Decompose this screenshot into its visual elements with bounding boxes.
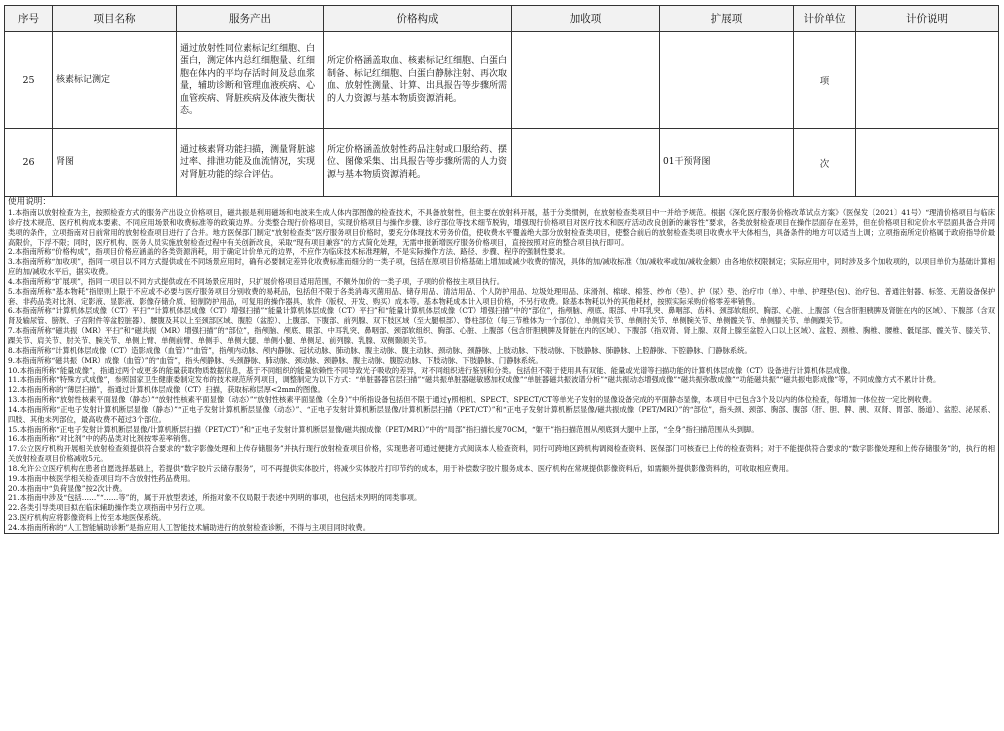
pricing-sheet xyxy=(4,5,998,727)
row-unit: 项 xyxy=(794,32,856,129)
row-unit: 次 xyxy=(794,129,856,197)
note-item: 24.本指南所称的“人工智能辅助诊断”是指应用人工智能技术辅助进行的放射检查诊断，不得与主项目同时收费。 xyxy=(8,523,371,532)
note-item: 23.医疗机构应将影像资料上传至本地医保系统。 xyxy=(8,513,166,523)
note-item: 13.本指南所称“放射性核素平面显像（静态）”“放射性核素平面显像（动态）”“放射性核素平面显像（全身）”中所指设备包括但不限于通过γ照相机、SPECT、SPECT/CT等单光子发射的显像设备完成的平面静态显像，本项目中已包含3个及以内的体位检查，每增加一体位按一定比例收费。 xyxy=(8,395,937,405)
note-item: 20.本指南中“负荷显像”按2次计费。 xyxy=(8,483,127,493)
note-item: 9.本指南所称“磁共振（MR）成像（血管）”的“血管”，指头颅静脉、头颈静脉、肺动脉、颈动脉、颈静脉、腹主动脉、腹腔动脉、下肢动脉、下肢静脉、门静脉系统。 xyxy=(8,355,543,365)
row-desc xyxy=(856,129,999,197)
row-price: 所定价格涵盖放射性药品注射或口服给药、摆位、图像采集、出具报告等步骤所需的人力资源与基本物质资源消耗。 xyxy=(324,129,512,197)
note-item: 21.本指南中涉及“包括……”“……等”的，属于开放型表述，所指对象不仅局限于表述中列明的事项，也包括未列明的同类事项。 xyxy=(8,493,422,503)
row-no: 26 xyxy=(5,129,53,197)
table-row xyxy=(5,129,999,197)
note-item: 1.本指南以放射检查为主，按照检查方式的服务产出设立价格项目，磁共振是利用磁场和电波来生成人体内部图像的检查技术，不具备放射性，但主要在放射科开展，基于分类惯例，在放射检查类项目中一并给予规范。根据《深化医疗服务价格改革试点方案》（医保发〔2021〕41号）“理清价格项目与临床诊疗技术规范、医疗机构成本要素、不同应用场景和收费标准等的政策边界。分类整合现行价格项目，实现价格项目与操作步骤、诊疗部位等技术细节脱钩，增强现行价格项目对医疗技术和医疗活动改良创新的兼容性”要求，各类放射检查项目在操作层面存在差异，但在价格项目和定价水平层面具备合并同类项的条件，立项指南对日前常用的放射检查项目进行了合并。地方医保部门制定“放射检查类”医疗服务项目价格时，要充分体现技术劳务价值，使收费水平覆盖绝大部分放射检查类项目，使整合前后的放射检查类项目收费水平大体相当，具备条件的地方可以适当上调；立项指南所定价格属于政府指导价最高限价，下浮不限；同时，医疗机构、医务人员实施放射检查过程中有关创新改良，采取“现有项目兼容”的方式简化处理，无需申报新增医疗服务价格项目，直接按照对应的整合项目执行即可。 xyxy=(8,208,995,247)
note-item: 14.本指南所称“正电子发射计算机断层显像（静态）”“正电子发射计算机断层显像（动态）”、“正电子发射计算机断层显像/计算机断层扫描（PET/CT）”和“正电子发射计算机断层显像/磁共振成像（PET/MRI）”的“部位”，指头颈、颈部、胸部、腹部（肝、胆、脾、胰、双肾、胃部、肠道）、盆腔、泌尿系、四肢、其他未列部位，最高收费不超过3个部位。 xyxy=(8,404,995,424)
note-item: 6.本指南所称“计算机体层成像（CT）平扫”“计算机体层成像（CT）增强扫描”“能量计算机体层成像（CT）平扫”和“能量计算机体层成像（CT）增强扫描”中的“部位”，指颅脑、颅底、眼部、中耳乳突、鼻咽部、齿科、颈部软组织、胸部、心脏、上腹部（包含肝胆胰脾及肾脏在内的区域）、下腹部（含双肾及输尿管、膀胱、子宫附件等盆腔脏器）、腰腹及其以上至颈部区域、腹腔（盆腔）、上腹部、下腹部、前列腺、双下肢区域（至大腿根部）、脊柱部位（每三节椎体为一个部位）、单侧肩关节、单侧肘关节、单侧腕关节、单侧髋关节、单侧膝关节、单侧踝关节。 xyxy=(8,306,995,326)
note-item: 5.本指南所称“基本物耗”指原则上限于不应或不必要与医疗服务项目分别收费的易耗品，包括但不限于各类消毒灭菌用品、储存用品、清洁用品、个人防护用品、垃圾处理用品、床滑剂、棉球、棉签、纱布（垫）、护（尿）垫、治疗巾（单）、中单、护理垫(包)、治疗包、普通注射器、标签、无菌设备保护套、非药品类对比剂、定影液、显影液、影像存储介质、铅制防护用品，可复用的操作器具、软件（版权、开发、购买）成本等。基本物耗成本计入项目价格，不另行收费。除基本物耗以外的其他耗材，按照实际采购价格零差率销售。 xyxy=(8,286,995,306)
notes-row xyxy=(5,197,999,534)
row-output: 通过放射性同位素标记红细胞、白蛋白，测定体内总红细胞量、红细胞在体内的平均存活时间及总血浆量，辅助诊断和管理血液疾病、心血管疾病、肾脏疾病及体液失衡状态。 xyxy=(177,32,324,129)
note-item: 15.本指南所称“正电子发射计算机断层显像/计算机断层扫描（PET/CT）”和“正电子发射计算机断层显像/磁共振成像（PET/MRI）”中的“局部”指扫描长度70CM，“躯干”指扫描范围从颅底到大腿中上部，“全身”指扫描范围从头到脚。 xyxy=(8,424,759,434)
note-item: 10.本指南所称“能量成像”，指通过两个或更多的能量获取物质数据信息，基于不同组织的能量依赖性不同导致光子吸收的差异，对不同组织进行鉴别和分类。包括但不限于使用具有双能、能量或光谱等扫描功能的计算机体层成像（CT）设备进行计算机体层成像。 xyxy=(8,365,855,375)
note-item: 17.公立医疗机构开展相关放射检查须提供符合要求的“数字影像处理和上传存储服务”并执行现行放射检查项目价格，实现患者可通过便捷方式阅读本人检查资料，同行可跨地区跨机构调阅检查资料、医保部门可核查已上传的检查资料；对于不能提供符合要求的“数字影像处理和上传存储服务”的，执行的相关放射检查项目价格减收5元。 xyxy=(8,444,995,464)
row-ext xyxy=(660,32,794,129)
header-price: 价格构成 xyxy=(324,6,512,32)
header-addon: 加收项 xyxy=(512,6,660,32)
note-item: 19.本指南中核医学相关检查项目均不含放射性药品费用。 xyxy=(8,473,195,483)
header-unit: 计价单位 xyxy=(794,6,856,32)
row-output: 通过核素肾功能扫描，测量肾脏滤过率、排泄功能及血流情况，实现对肾脏功能的综合评估。 xyxy=(177,129,324,197)
note-item: 22.各类引导类项目拟在临床辅助操作类立项指南中另行立项。 xyxy=(8,503,210,513)
pricing-table xyxy=(4,5,999,534)
header-desc: 计价说明 xyxy=(856,6,999,32)
row-ext: 01干预肾图 xyxy=(660,129,794,197)
note-item: 12.本指南所称的“薄层扫描”，指通过计算机体层成像（CT）扫描，获取标称层厚<2mm的图像。 xyxy=(8,385,325,395)
header-no: 序号 xyxy=(5,6,53,32)
note-item: 3.本指南所称“加收项”，指同一项目以不同方式提供或在不同场景应用时，确有必要制定差异化收费标准而细分的一类子项，包括在原项目价格基础上增加或减少收费的情况，具体的加/减收标准（加/减收率或加/减收金额）由各地依权限制定；实际应用中，同时涉及多个加收项的，以项目单价为基础计算相应的加/减收水平后，据实收费。 xyxy=(8,257,995,277)
header-ext: 扩展项 xyxy=(660,6,794,32)
row-name: 肾图 xyxy=(53,129,177,197)
row-desc xyxy=(856,32,999,129)
note-item: 7.本指南所称“磁共振（MR）平扫”和“磁共振（MR）增强扫描”的“部位”，指颅脑、颅底、眼部、中耳乳突、鼻咽部、颈部软组织、胸部、心脏、上腹部（包含肝胆胰脾及肾脏在内的区域）、下腹部（指双肾、肾上腺、双肾上腺至盆腔入口以上区域）、盆腔、颈椎、胸椎、腰椎、骶尾部、髋关节、膝关节、踝关节、肩关节、肘关节、腕关节、单侧上臂、单侧前臂、单侧手、单侧大腿、单侧小腿、单侧足、前列腺、乳腺、双侧颞颌关节。 xyxy=(8,326,995,345)
note-item: 8.本指南所称“计算机体层成像（CT）造影成像（血管）”“血管”，指颅内动脉、颅内静脉、冠状动脉、肺动脉、腹主动脉、腹主动脉、颈动脉、颈静脉、上肢动脉、下肢动脉、下肢静脉、肺静脉、上腔静脉、下腔静脉、门静脉系统。 xyxy=(8,345,752,355)
usage-notes xyxy=(5,197,999,534)
row-name: 核素标记测定 xyxy=(53,32,177,129)
note-item: 16.本指南所称“对比剂”中的药品类对比剂按零差率销售。 xyxy=(8,434,195,444)
row-addon xyxy=(512,32,660,129)
note-item: 4.本指南所称“扩展项”，指同一项目以不同方式提供或在不同场景应用时，只扩展价格项目适用范围，不额外加价的一类子项，子项的价格按主项目执行。 xyxy=(8,276,505,286)
note-item: 18.允许公立医疗机构在患者自愿选择基础上，若提供“数字胶片云储存服务”，可不再提供实体胶片，将减少实体胶片打印节约的成本，用于补偿数字胶片服务成本、医疗机构在常规提供影像资料后，如需额外提供影像资料的，可收取相应费用。 xyxy=(8,463,794,473)
row-no: 25 xyxy=(5,32,53,129)
note-item: 11.本指南所称“特殊方式成像”，参照国家卫生健康委制定发布的技术规范所列项目，调整制定为以下方式：“单脏器器官层扫描”“磁共振单脏器磁敏感加权成像”“单脏器磁共振波谱分析”“磁共振动态增强成像”“磁共振弥散成像”“功能磁共振”“磁共振电影成像”等，不同成像方式不累计计费。 xyxy=(8,375,941,385)
row-price: 所定价格涵盖取血、核素标记红细胞、白蛋白制备、标记红细胞、白蛋白静脉注射、再次取血、放射性测量、计算、出具报告等步骤所需的人力资源与基本物质资源消耗。 xyxy=(324,32,512,129)
table-row xyxy=(5,32,999,129)
header-row xyxy=(5,6,999,32)
header-name: 项目名称 xyxy=(53,6,177,32)
notes-title: 使用说明： xyxy=(8,197,51,207)
note-item: 2.本指南所称“价格构成”，指项目价格应涵盖的各类资源消耗，用于确定计价单元的边界，不应作为临床技术标准理解，不是实际操作方法、路径、步骤、程序的强制性要求。 xyxy=(8,247,570,257)
row-addon xyxy=(512,129,660,197)
header-output: 服务产出 xyxy=(177,6,324,32)
